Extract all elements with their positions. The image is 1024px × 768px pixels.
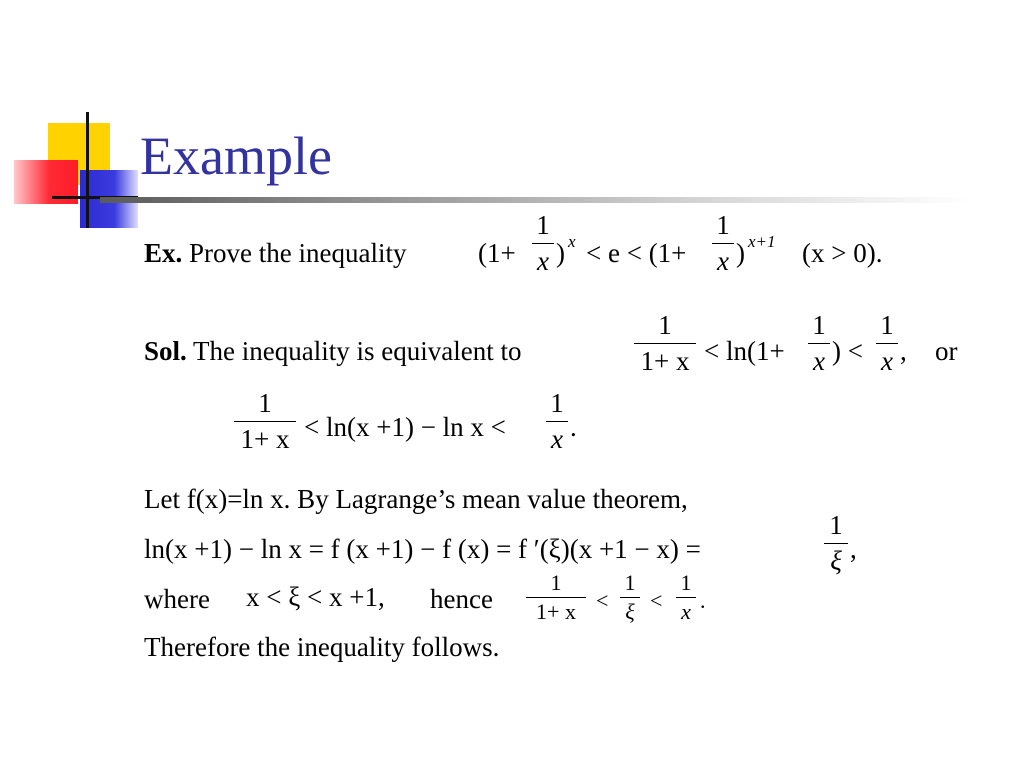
sol-f2-num: 1 (812, 310, 826, 340)
where-fraction-2 (620, 572, 640, 623)
where-f3-den: x (681, 599, 691, 624)
sol-fraction-1 (634, 312, 696, 375)
exercise-label: Ex. (144, 238, 183, 268)
ex-middle: < e < (1+ (586, 238, 687, 268)
ex-exponent-left: x (568, 232, 576, 251)
ex-fraction-right (712, 212, 734, 275)
where-f1-den: 1+ x (536, 599, 576, 624)
where-lt-2: < (650, 588, 663, 613)
eq2-fraction-2 (546, 390, 568, 453)
eq2-middle: < ln(x +1) − ln x < (304, 412, 506, 442)
mvt-fraction (824, 512, 848, 575)
sol-f3-den: x (881, 346, 893, 376)
ex-lhs-open: (1+ (478, 238, 516, 268)
ex-condition: (x > 0). (802, 238, 883, 268)
ex-exponent-right: x+1 (748, 232, 776, 251)
where-fraction-1 (526, 572, 586, 623)
ex-fraction-left (532, 212, 554, 275)
where-f2-num: 1 (624, 570, 636, 595)
eq2-f1-num: 1 (258, 388, 272, 418)
where-condition: x < ξ < x +1, (246, 582, 385, 612)
solution-label: Sol. (144, 336, 187, 366)
sol-f2-den: x (813, 346, 825, 376)
deco-vertical-line (86, 112, 89, 228)
sol-f1-num: 1 (658, 310, 672, 340)
solution-statement (144, 338, 521, 365)
sol-comma: , (900, 336, 907, 366)
ex-frac-right-num: 1 (716, 210, 730, 240)
where-lt-1: < (596, 588, 609, 613)
mvt-comma: , (850, 534, 857, 564)
where-period: . (700, 588, 706, 613)
eq2-f2-num: 1 (550, 388, 564, 418)
mvt-expression: ln(x +1) − ln x = f (x +1) − f (x) = f ′(ξ)(x +1 − x) = (144, 534, 701, 564)
hence-label: hence (430, 584, 493, 614)
sol-fraction-2 (808, 312, 830, 375)
eq2-f1-den: 1+ x (240, 424, 290, 454)
sol-fraction-3 (876, 312, 898, 375)
ex-frac-left-num: 1 (536, 210, 550, 240)
title-rule (100, 197, 970, 203)
sol-f1-den: 1+ x (640, 346, 690, 376)
eq2-fraction-1 (234, 390, 296, 453)
where-f1-num: 1 (550, 570, 562, 595)
where-fraction-3 (676, 572, 696, 623)
where-label: where (144, 584, 210, 614)
slide-title: Example (140, 126, 332, 186)
sol-middle: < ln(1+ (704, 336, 785, 366)
ex-frac-right-den: x (717, 246, 729, 276)
where-f2-den: ξ (625, 599, 635, 624)
sol-f3-num: 1 (880, 310, 894, 340)
where-f3-num: 1 (680, 570, 692, 595)
exercise-text: Prove the inequality (182, 238, 407, 268)
ex-rhs-close: ) (736, 238, 745, 268)
ex-lhs-close: ) (556, 238, 565, 268)
mvt-frac-num: 1 (829, 510, 843, 540)
conclusion: Therefore the inequality follows. (144, 632, 500, 662)
eq2-period: . (570, 412, 577, 442)
sol-or: or (935, 336, 958, 366)
solution-text: The inequality is equivalent to (186, 336, 522, 366)
exercise-statement (144, 240, 406, 267)
mvt-frac-den: ξ (830, 546, 842, 576)
sol-close: ) < (832, 336, 863, 366)
eq2-f2-den: x (551, 424, 563, 454)
lagrange-intro: Let f(x)=ln x. By Lagrange’s mean value theorem, (144, 484, 688, 514)
ex-frac-left-den: x (537, 246, 549, 276)
